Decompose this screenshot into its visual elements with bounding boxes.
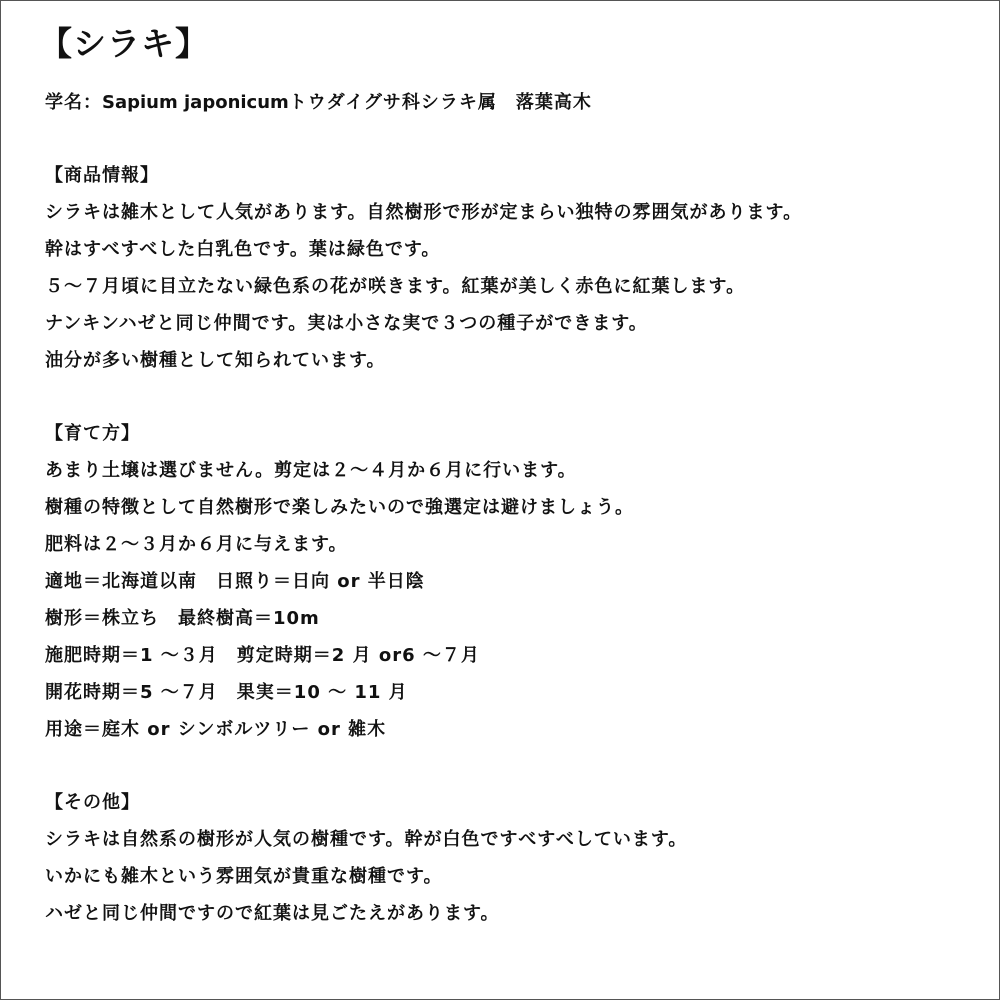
scientific-classification: トウダイグサ科シラキ属 落葉高木 xyxy=(288,92,592,113)
how-to-grow-line: 樹種の特徴として自然樹形で楽しみたいので強選定は避けましょう。 xyxy=(45,497,634,518)
product-info-line: 幹はすべすべした白乳色です。葉は緑色です。 xyxy=(45,239,441,260)
how-to-grow-line: 適地＝北海道以南 日照り＝日向 or 半日陰 xyxy=(45,571,425,592)
scientific-name-line xyxy=(45,90,592,116)
scientific-name-latin: Sapium japonicum xyxy=(102,92,289,113)
how-to-grow-line: 開花時期＝5 ～７月 果実＝10 ～ 11 月 xyxy=(45,682,408,703)
page-title: 【シラキ】 xyxy=(39,24,209,63)
how-to-grow-line: 施肥時期＝1 ～３月 剪定時期＝2 月 or6 ～７月 xyxy=(45,645,480,666)
other-line: いかにも雑木という雰囲気が貴重な樹種です。 xyxy=(45,866,443,887)
scientific-name-prefix: 学名： xyxy=(45,92,102,113)
how-to-grow-line: 樹形＝株立ち 最終樹高＝10m xyxy=(45,608,320,629)
how-to-grow-line: 用途＝庭木 or シンボルツリー or 雑木 xyxy=(45,719,387,740)
product-info-line: ナンキンハゼと同じ仲間です。実は小さな実で３つの種子ができます。 xyxy=(45,313,648,334)
product-info-line: ５～７月頃に目立たない緑色系の花が咲きます。紅葉が美しく赤色に紅葉します。 xyxy=(45,276,746,297)
section-heading-product-info: 【商品情報】 xyxy=(45,165,159,186)
other-line: シラキは自然系の樹形が人気の樹種です。幹が白色ですべすべしています。 xyxy=(45,829,688,850)
product-info-line: 油分が多い樹種として知られています。 xyxy=(45,350,386,371)
section-heading-how-to-grow: 【育て方】 xyxy=(45,423,140,444)
how-to-grow-line: あまり土壌は選びません。剪定は２～４月か６月に行います。 xyxy=(45,460,577,481)
other-line: ハゼと同じ仲間ですので紅葉は見ごたえがあります。 xyxy=(45,903,500,924)
how-to-grow-line: 肥料は２～３月か６月に与えます。 xyxy=(45,534,348,555)
product-info-line: シラキは雑木として人気があります。自然樹形で形が定まらい独特の雰囲気があります。 xyxy=(45,202,803,223)
section-heading-other: 【その他】 xyxy=(45,792,140,813)
